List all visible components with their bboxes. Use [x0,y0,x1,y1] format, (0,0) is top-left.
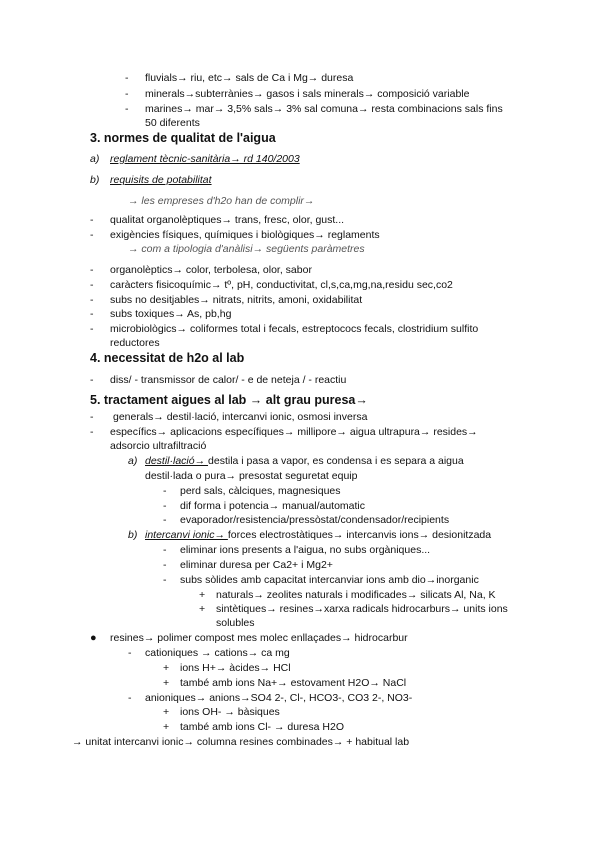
list-item: marines→ mar→ 3,5% sals→ 3% sal comuna→ resta combinacions sals fins [145,103,503,115]
list-item: ions H+→ àcides→ HCl [180,662,291,674]
list-item: microbiològics→ coliformes total i fecals, estreptococs fecals, clostridium sulfito [110,323,479,335]
list-item: sintètiques→ resines→xarxa radicals hidrocarburs→ units ions [216,603,508,615]
list-item-continuation: reductores [110,337,160,349]
plus-marker: + [163,662,170,674]
list-item: eliminar duresa per Ca2+ i Mg2+ [180,559,333,571]
list-item-continuation: adsorcio ultrafiltració [110,440,207,452]
dash-marker: - [128,692,132,704]
dash-marker: - [90,308,94,320]
dash-marker: - [163,500,167,512]
subsection-title: requisits de potabilitat [110,174,212,186]
subsection-title: intercanvi ionic→ [145,529,228,541]
section-heading: 5. tractament aigues al lab → alt grau puresa→ [90,393,368,407]
list-item: caràcters fisicoquímic→ tº, pH, conductivitat, cl,s,ca,mg,na,residu sec,co2 [110,279,453,291]
list-item: subs toxiques→ As, pb,hg [110,308,232,320]
note-line: → les empreses d'h2o han de complir→ [128,195,315,207]
section-heading: 3. normes de qualitat de l'aigua [90,131,276,145]
subsection-line [145,454,464,468]
letter-marker: a) [128,455,138,467]
letter-marker: b) [90,174,100,186]
subsection-title: reglament tècnic-sanitària→ rd 140/2003 [110,153,300,165]
bullet-dot: ● [90,632,97,644]
list-item: exigències físiques, químiques i biològiques→ reglaments [110,229,380,241]
list-item: diss/ - transmissor de calor/ - e de neteja / - reactiu [110,374,347,386]
dash-marker: - [90,374,94,386]
summary-line: → unitat intercanvi ionic→ columna resines combinades→ + habitual lab [72,736,410,748]
section-heading: 4. necessitat de h2o al lab [90,351,245,365]
list-item: anioniques→ anions→SO4 2-, Cl-, HCO3-, CO3 2-, NO3- [145,692,413,704]
list-item: qualitat organolèptiques→ trans, fresc, olor, gust... [110,214,345,226]
dash-marker: - [90,411,94,423]
dash-marker: - [90,264,94,276]
list-item: evaporador/resistencia/pressòstat/condensador/recipients [180,514,450,526]
list-item-continuation: 50 diferents [145,117,200,129]
plus-marker: + [199,589,206,601]
dash-marker: - [163,559,167,571]
list-item: minerals→subterrànies→ gasos i sals minerals→ composició variable [145,88,470,100]
dash-marker: - [90,426,94,438]
list-item: dif forma i potencia→ manual/automatic [180,500,366,512]
list-item: generals→ destil·lació, intercanvi ionic, osmosi inversa [113,411,368,423]
list-item: específics→ aplicacions específiques→ millipore→ aigua ultrapura→ resides→ [110,426,478,438]
dash-marker: - [163,544,167,556]
list-item: subs no desitjables→ nitrats, nitrits, amoni, oxidabilitat [110,294,363,306]
dash-marker: - [90,229,94,241]
dash-marker: - [90,279,94,291]
list-item: resines→ polimer compost mes molec enllaçades→ hidrocarbur [110,632,408,644]
dash-marker: - [90,214,94,226]
plus-marker: + [163,706,170,718]
dash-marker: - [128,647,132,659]
subsection-title: destil·lació→ [145,455,209,467]
list-item: cationiques → cations→ ca mg [145,647,290,659]
list-item-continuation: destil·lada o pura→ presostat seguretat equip [145,470,358,482]
dash-marker: - [163,574,167,586]
list-item: també amb ions Cl- → duresa H2O [180,721,344,733]
list-item: perd sals, càlciques, magnesiques [180,485,341,497]
list-item: organolèptics→ color, terbolesa, olor, sabor [110,264,312,276]
list-item: subs sòlides amb capacitat intercanviar ions amb dio→inorganic [180,574,479,586]
dash-marker: - [125,88,129,100]
list-item-continuation: solubles [216,617,255,629]
subsection-text: destila i pasa a vapor, es condensa i es separa a aigua [208,455,464,467]
plus-marker: + [163,677,170,689]
list-item: naturals→ zeolites naturals i modificades→ silicats Al, Na, K [216,589,496,601]
dash-marker: - [125,103,129,115]
letter-marker: a) [90,153,100,165]
subsection-line [145,528,491,542]
list-item: fluvials→ riu, etc→ sals de Ca i Mg→ duresa [145,72,354,84]
dash-marker: - [90,294,94,306]
dash-marker: - [163,514,167,526]
letter-marker: b) [128,529,138,541]
note-line: → com a tipologia d'anàlisi→ següents paràmetres [128,243,365,255]
list-item: ions OH- → bàsiques [180,706,280,718]
list-item: eliminar ions presents a l'aigua, no subs orgàniques... [180,544,431,556]
list-item: també amb ions Na+→ estovament H2O→ NaCl [180,677,407,689]
dash-marker: - [125,72,129,84]
dash-marker: - [90,323,94,335]
dash-marker: - [163,485,167,497]
plus-marker: + [199,603,206,615]
plus-marker: + [163,721,170,733]
subsection-text: forces electrostàtiques→ intercanvis ions→ desionitzada [227,529,492,541]
